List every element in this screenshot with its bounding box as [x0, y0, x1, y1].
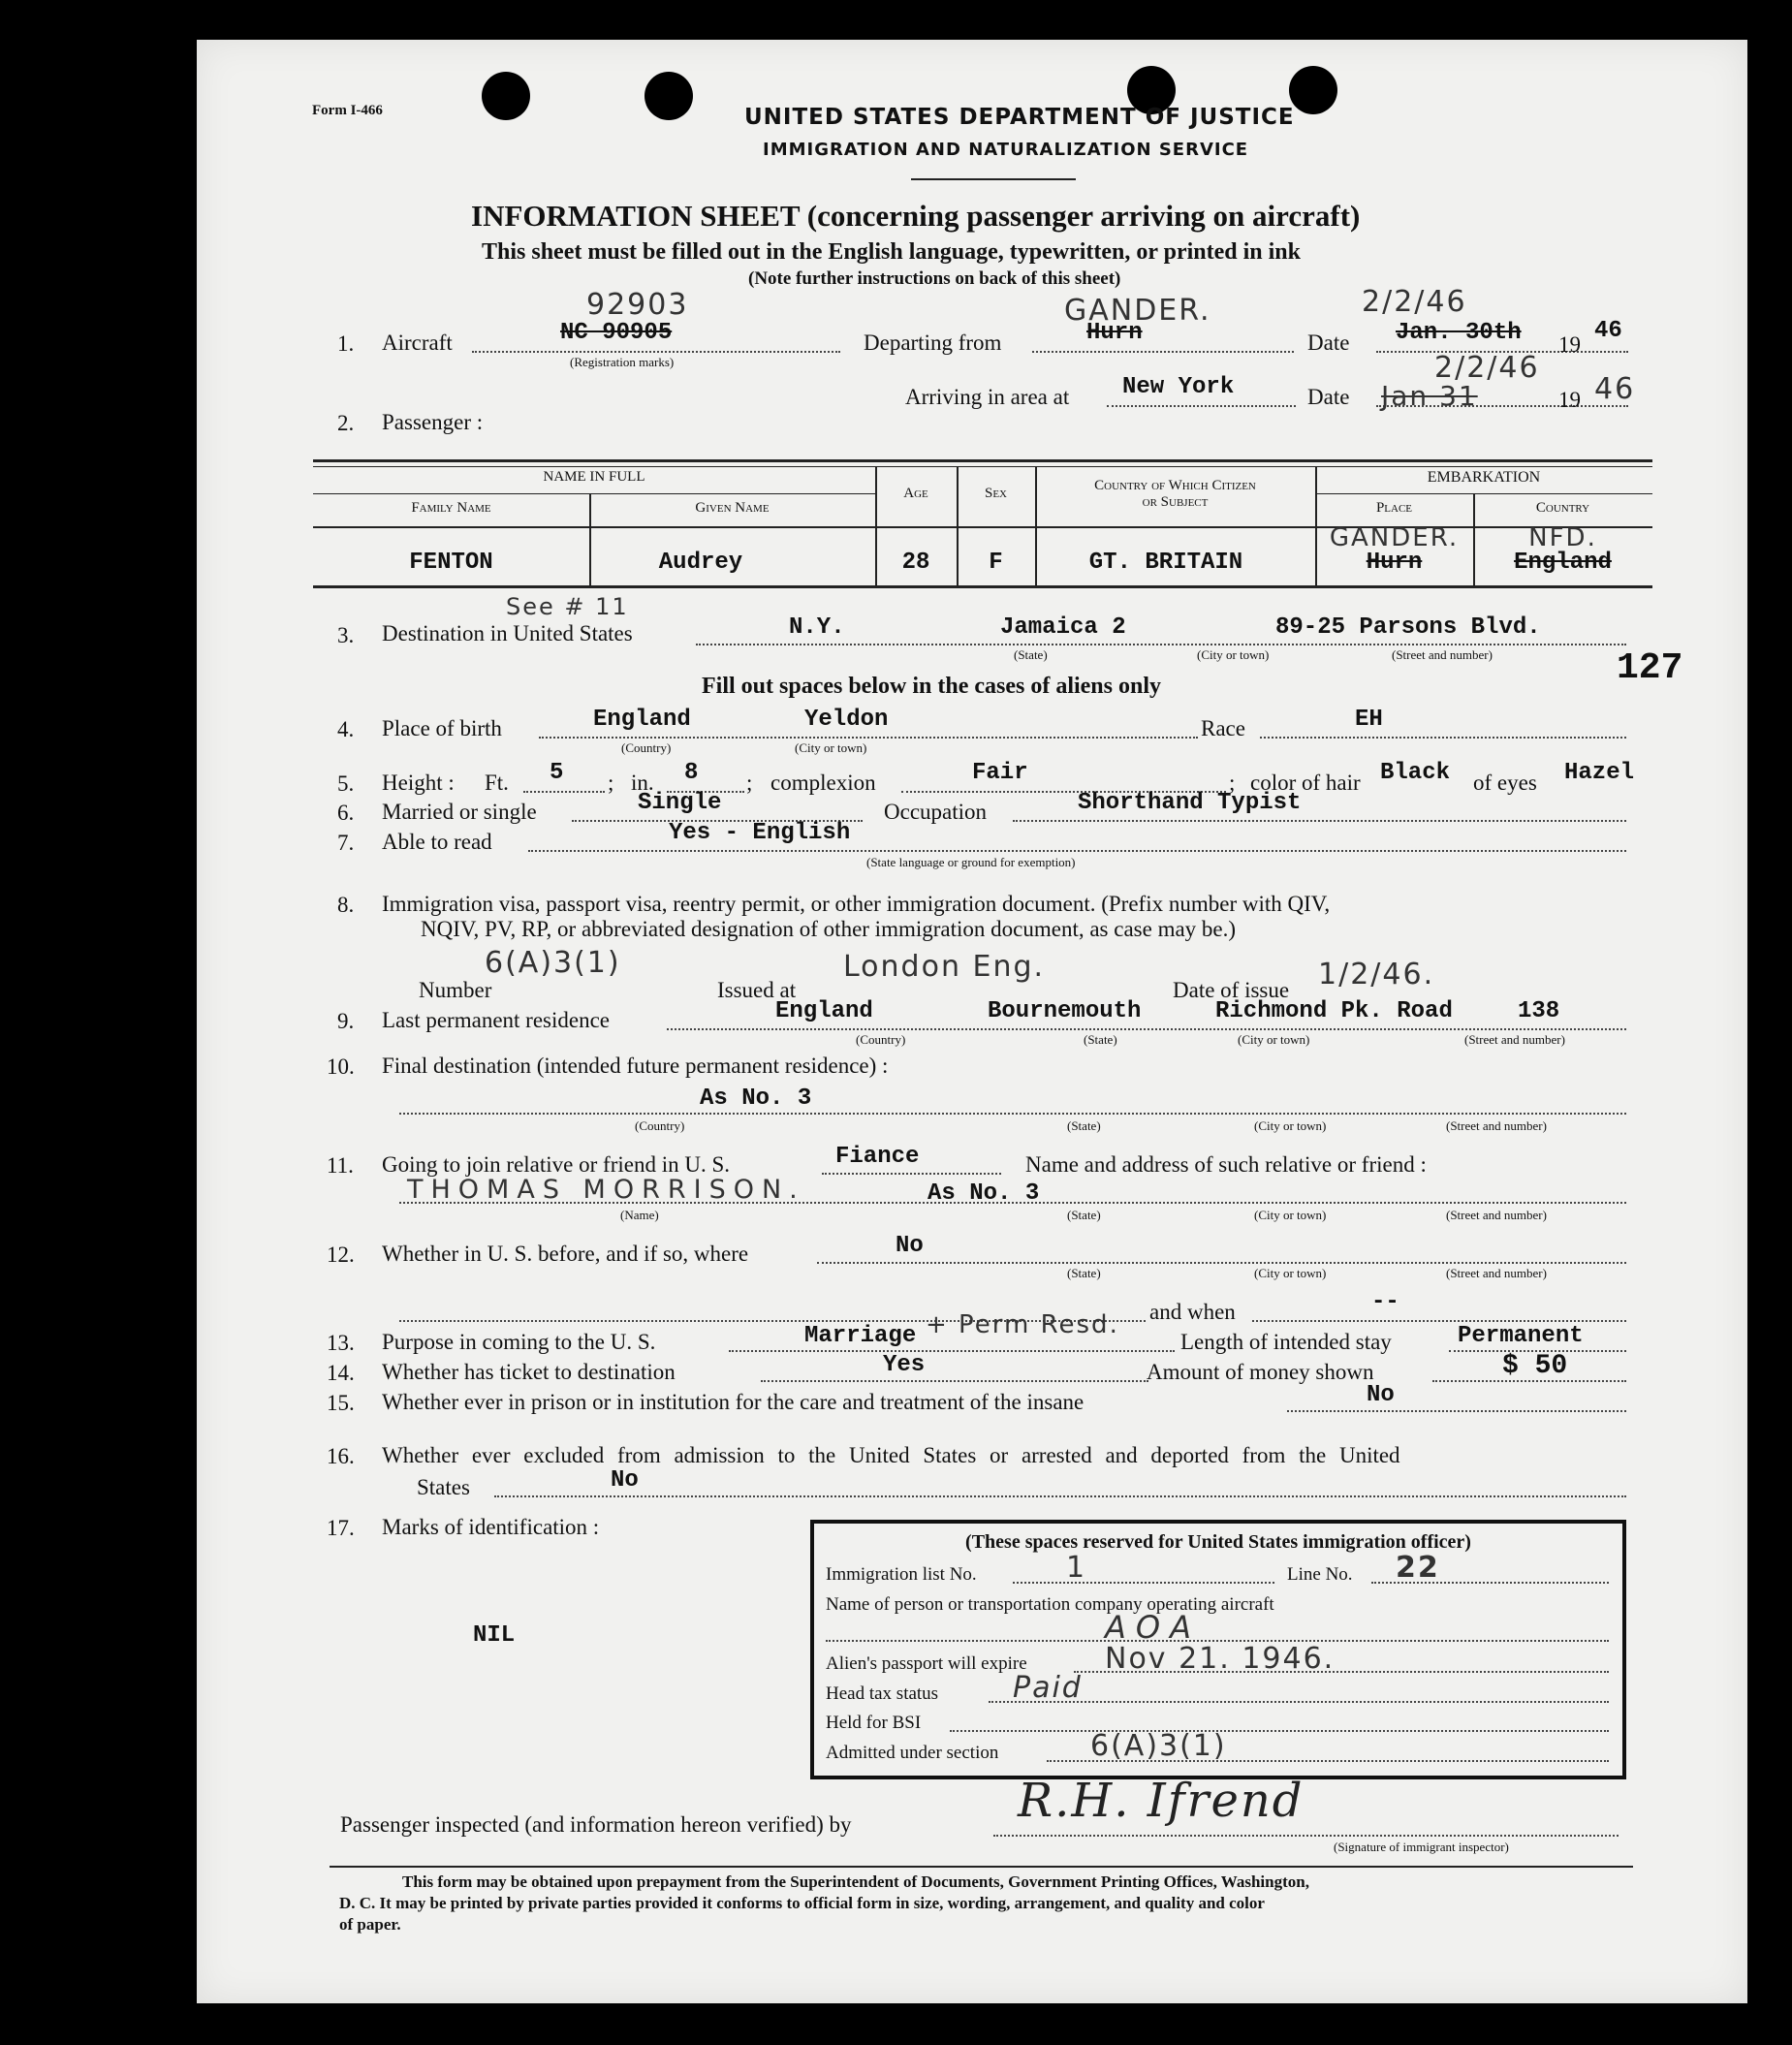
- country-header: Country: [1535, 500, 1590, 516]
- city-caption: (City or town): [1254, 1266, 1327, 1280]
- join-relative-label: Going to join relative or friend in U. S.: [382, 1152, 730, 1177]
- hair-value: Black: [1380, 760, 1451, 786]
- embark-country-handwritten: NFD.: [1528, 523, 1597, 552]
- street-caption: (Street and number): [1446, 1118, 1547, 1133]
- item-number: 1.: [337, 331, 355, 356]
- city-caption: (City or town): [1254, 1118, 1327, 1133]
- destination-label: Destination in United States: [382, 621, 633, 645]
- eyes-label: of eyes: [1473, 771, 1537, 795]
- destination-state: N.Y.: [789, 614, 845, 641]
- punch-hole: [644, 72, 693, 120]
- prison-value: No: [1367, 1382, 1395, 1408]
- item-number: 2.: [337, 411, 355, 435]
- ticket-value: Yes: [883, 1352, 926, 1378]
- item-number: 12.: [327, 1243, 355, 1267]
- list-no-label: Immigration list No.: [826, 1564, 977, 1585]
- given-name-header: Given Name: [695, 500, 770, 516]
- occupation-value: Shorthand Typist: [1078, 790, 1302, 816]
- citizenship-value: GT. BRITAIN: [1088, 550, 1243, 576]
- table-top-rule: [313, 459, 1652, 462]
- destination-line: [696, 644, 1626, 645]
- item-number: 5.: [337, 771, 355, 796]
- item-number: 13.: [327, 1331, 355, 1355]
- item-number: 11.: [327, 1153, 354, 1178]
- departing-handwritten-value: GANDER.: [1064, 294, 1211, 328]
- department-name: UNITED STATES DEPARTMENT OF JUSTICE: [744, 105, 1295, 130]
- marital-value: Single: [638, 790, 722, 816]
- year-prefix: 19: [1558, 332, 1581, 357]
- when-label: and when: [1149, 1300, 1236, 1324]
- hair-label: color of hair: [1250, 771, 1361, 795]
- state-caption: (State): [1084, 1032, 1117, 1047]
- arriving-label: Arriving in area at: [905, 385, 1070, 409]
- country-caption: (Country): [856, 1032, 906, 1047]
- occupation-label: Occupation: [884, 800, 988, 824]
- relation-value: Fiance: [835, 1144, 920, 1170]
- header-rule: [911, 178, 1076, 180]
- inspector-signature: R.H. Ifrend: [1018, 1774, 1305, 1828]
- arrive-date-label: Date: [1307, 385, 1350, 409]
- purpose-value: Marriage: [804, 1323, 917, 1349]
- aliens-only-heading: Fill out spaces below in the cases of aliens only: [702, 674, 1162, 699]
- section-value: 6(A)3(1): [1090, 1729, 1227, 1763]
- race-line: [1260, 737, 1626, 739]
- street-caption: (Street and number): [1446, 1208, 1547, 1222]
- citizenship-header-2: or Subject: [1142, 494, 1209, 510]
- residence-line: [667, 1028, 1626, 1030]
- doc-number-value: 6(A)3(1): [485, 946, 621, 980]
- item-number: 7.: [337, 831, 355, 855]
- name-caption: (Name): [620, 1208, 659, 1222]
- residence-state: Bournemouth: [988, 998, 1142, 1024]
- passenger-label: Passenger :: [382, 410, 484, 434]
- footer-line-2: D. C. It may be printed by private parties provided it conforms to official form in size, wording, arrangement, and quality and color: [339, 1894, 1265, 1912]
- occupation-line: [1013, 820, 1626, 822]
- read-value: Yes - English: [669, 820, 851, 846]
- punch-hole: [482, 72, 530, 120]
- city-caption: (City or town): [1197, 647, 1270, 662]
- marks-label: Marks of identification :: [382, 1515, 600, 1539]
- embark-place-handwritten: GANDER.: [1329, 523, 1460, 552]
- prior-visit-label: Whether in U. S. before, and if so, where: [382, 1242, 749, 1266]
- country-caption: (Country): [621, 740, 672, 755]
- birth-city: Yeldon: [804, 707, 889, 733]
- purpose-line: [729, 1350, 1175, 1352]
- birth-country: England: [593, 707, 691, 733]
- state-caption: (State): [1014, 647, 1048, 662]
- line-no-label: Line No.: [1287, 1564, 1353, 1585]
- item-number: 8.: [337, 893, 355, 917]
- issued-at-label: Issued at: [717, 978, 797, 1002]
- prior-visit-line: [817, 1262, 1626, 1264]
- name-in-full-header: NAME IN FULL: [543, 469, 645, 485]
- read-label: Able to read: [382, 830, 492, 854]
- residence-street: 138: [1518, 998, 1560, 1024]
- list-no-value: 1: [1066, 1551, 1087, 1585]
- street-caption: (Street and number): [1392, 647, 1493, 662]
- feet-label: Ft.: [485, 771, 509, 795]
- arriving-value: New York: [1122, 374, 1235, 400]
- city-caption: (City or town): [795, 740, 867, 755]
- when-line: [1252, 1320, 1626, 1322]
- operator-label: Name of person or transportation company operating aircraft: [826, 1594, 1274, 1615]
- head-tax-label: Head tax status: [826, 1683, 939, 1704]
- bsi-line: [950, 1730, 1609, 1732]
- age-header: Age: [903, 486, 928, 501]
- table-rule: [313, 493, 875, 494]
- relative-name: THOMAS MORRISON.: [407, 1175, 805, 1205]
- excluded-line: [494, 1495, 1626, 1497]
- arrive-date-typed: Jan 31: [1381, 380, 1478, 412]
- arrive-date-handwritten: 2/2/46: [1434, 351, 1540, 385]
- head-tax-value: Paid: [1013, 1671, 1083, 1705]
- embark-country-typed: England: [1514, 550, 1612, 576]
- height-feet: 5: [550, 760, 564, 786]
- sex-value: F: [989, 550, 1003, 576]
- item-number: 15.: [327, 1391, 355, 1415]
- doc-number-label: Number: [419, 978, 492, 1002]
- family-name-header: Family Name: [411, 500, 491, 516]
- departing-typed-value: Hurn: [1086, 320, 1143, 346]
- birthplace-label: Place of birth: [382, 716, 502, 740]
- item-number: 10.: [327, 1054, 355, 1079]
- when-value: --: [1371, 1289, 1399, 1315]
- destination-street: 89-25 Parsons Blvd.: [1275, 614, 1541, 641]
- destination-handwritten-note: See # 11: [506, 593, 629, 620]
- ticket-label: Whether has ticket to destination: [382, 1360, 676, 1384]
- signature-line: [993, 1835, 1619, 1837]
- list-no-line: [1013, 1582, 1274, 1584]
- prison-line: [1287, 1410, 1626, 1412]
- read-line: [528, 850, 1626, 852]
- table-rule: [1315, 493, 1652, 494]
- height-inches: 8: [684, 760, 699, 786]
- item-number: 17.: [327, 1516, 355, 1540]
- state-caption: (State): [1067, 1266, 1101, 1280]
- line-no-value: 22: [1396, 1551, 1440, 1585]
- depart-date-label: Date: [1307, 330, 1350, 355]
- race-label: Race: [1201, 716, 1245, 740]
- issue-date-label: Date of issue: [1173, 978, 1290, 1002]
- street-caption: (Street and number): [1464, 1032, 1565, 1047]
- passport-expire-value: Nov 21. 1946.: [1105, 1642, 1336, 1676]
- service-name: IMMIGRATION AND NATURALIZATION SERVICE: [763, 140, 1249, 160]
- passport-expire-label: Alien's passport will expire: [826, 1653, 1027, 1674]
- age-value: 28: [901, 550, 930, 576]
- street-caption: (Street and number): [1446, 1266, 1547, 1280]
- form-title: INFORMATION SHEET (concerning passenger arriving on aircraft): [471, 199, 1361, 233]
- prior-visit-value: No: [896, 1233, 924, 1259]
- final-destination-label: Final destination (intended future permanent residence) :: [382, 1054, 889, 1078]
- arriving-line: [1107, 405, 1296, 407]
- money-value: $ 50: [1502, 1351, 1568, 1381]
- residence-city: Richmond Pk. Road: [1215, 998, 1453, 1024]
- name-address-label: Name and address of such relative or friend :: [1025, 1152, 1427, 1177]
- embark-place-typed: Hurn: [1366, 550, 1423, 576]
- ticket-line: [761, 1380, 1148, 1382]
- table-rule: [313, 466, 1652, 467]
- embarkation-header: EMBARKATION: [1427, 469, 1541, 486]
- prison-label: Whether ever in prison or in institution for the care and treatment of the insane: [382, 1390, 1085, 1414]
- read-caption: (State language or ground for exemption): [866, 855, 1076, 869]
- residence-country: England: [775, 998, 873, 1024]
- operator-value: AOA: [1105, 1609, 1201, 1646]
- family-name-value: FENTON: [409, 550, 493, 576]
- form-subtitle: This sheet must be filled out in the English language, typewritten, or printed in ink: [482, 239, 1301, 265]
- excluded-label: Whether ever excluded from admission to the United States or arrested and deported from the United: [382, 1443, 1400, 1467]
- separator: ;: [746, 771, 753, 795]
- year-prefix: 19: [1558, 388, 1581, 412]
- city-caption: (City or town): [1254, 1208, 1327, 1222]
- document-text: Immigration visa, passport visa, reentry permit, or other immigration document. (Prefix number with QIV,: [382, 892, 1331, 916]
- aircraft-handwritten-value: 92903: [586, 288, 689, 322]
- inches-label: in.: [631, 771, 654, 795]
- footer-line-1: This form may be obtained upon prepayment from the Superintendent of Documents, Government Printing Offices, Washington,: [402, 1872, 1309, 1891]
- state-caption: (State): [1067, 1208, 1101, 1222]
- purpose-label: Purpose in coming to the U. S.: [382, 1330, 656, 1354]
- residence-label: Last permanent residence: [382, 1008, 610, 1032]
- citizenship-header-1: Country of Which Citizen: [1094, 478, 1256, 493]
- form-note: (Note further instructions on back of this sheet): [748, 268, 1121, 289]
- complexion-value: Fair: [972, 760, 1028, 786]
- feet-line: [523, 791, 605, 793]
- table-bottom-rule: [313, 585, 1652, 588]
- aircraft-line: [472, 351, 840, 353]
- relative-address: As No. 3: [927, 1180, 1040, 1207]
- section-label: Admitted under section: [826, 1743, 999, 1763]
- departing-line: [1032, 351, 1294, 353]
- aircraft-label: Aircraft: [382, 330, 453, 355]
- depart-date-handwritten: 2/2/46: [1362, 285, 1467, 319]
- item-number: 16.: [327, 1444, 355, 1468]
- separator: ;: [608, 771, 614, 795]
- item-number: 4.: [337, 717, 355, 741]
- relation-line: [822, 1173, 1001, 1175]
- stay-label: Length of intended stay: [1180, 1330, 1392, 1354]
- officer-box-heading: (These spaces reserved for United States immigration officer): [965, 1531, 1471, 1553]
- footer-line-3: of paper.: [339, 1915, 401, 1934]
- bsi-label: Held for BSI: [826, 1713, 922, 1733]
- separator: ;: [1229, 771, 1236, 795]
- item-number: 6.: [337, 801, 355, 825]
- city-caption: (City or town): [1238, 1032, 1310, 1047]
- purpose-handwritten: + Perm Resd.: [926, 1310, 1119, 1339]
- marks-value: NIL: [473, 1622, 516, 1649]
- given-name-value: Audrey: [658, 550, 743, 576]
- arrive-year: 46: [1594, 372, 1636, 406]
- excluded-label-2: States: [417, 1475, 470, 1499]
- item-number: 3.: [337, 623, 355, 647]
- aircraft-typed-value: NC 90905: [560, 320, 673, 346]
- signature-caption: (Signature of immigrant inspector): [1334, 1840, 1509, 1854]
- place-header: Place: [1375, 500, 1413, 516]
- punch-hole: [1289, 66, 1337, 114]
- marital-label: Married or single: [382, 800, 537, 824]
- issue-date-value: 1/2/46.: [1318, 958, 1435, 991]
- officer-use-box: [810, 1520, 1626, 1779]
- eyes-value: Hazel: [1564, 760, 1635, 786]
- form-number: Form I-466: [312, 103, 383, 118]
- state-caption: (State): [1067, 1118, 1101, 1133]
- registration-caption: (Registration marks): [570, 355, 675, 369]
- item-number: 14.: [327, 1361, 355, 1385]
- money-label: Amount of money shown: [1147, 1360, 1374, 1384]
- excluded-value: No: [611, 1467, 639, 1494]
- race-value: EH: [1355, 707, 1383, 733]
- birthplace-line: [539, 737, 1198, 739]
- issued-at-value: London Eng.: [843, 950, 1046, 984]
- height-label: Height :: [382, 771, 455, 795]
- page-number: 127: [1617, 647, 1683, 689]
- sex-header: Sex: [984, 486, 1007, 501]
- inspection-label: Passenger inspected (and information hereon verified) by: [340, 1812, 852, 1837]
- stay-value: Permanent: [1458, 1323, 1584, 1349]
- destination-city: Jamaica 2: [1000, 614, 1126, 641]
- footer-rule: [330, 1866, 1633, 1868]
- complexion-label: complexion: [770, 771, 876, 795]
- final-destination-line: [399, 1113, 1626, 1115]
- item-number: 9.: [337, 1009, 355, 1033]
- document-text: NQIV, PV, RP, or abbreviated designation of other immigration document, as case may be.): [421, 917, 1237, 941]
- departing-label: Departing from: [864, 330, 1002, 355]
- depart-year: 46: [1594, 318, 1622, 344]
- country-caption: (Country): [635, 1118, 685, 1133]
- depart-date-typed: Jan. 30th: [1396, 320, 1522, 346]
- final-destination-value: As No. 3: [700, 1085, 812, 1112]
